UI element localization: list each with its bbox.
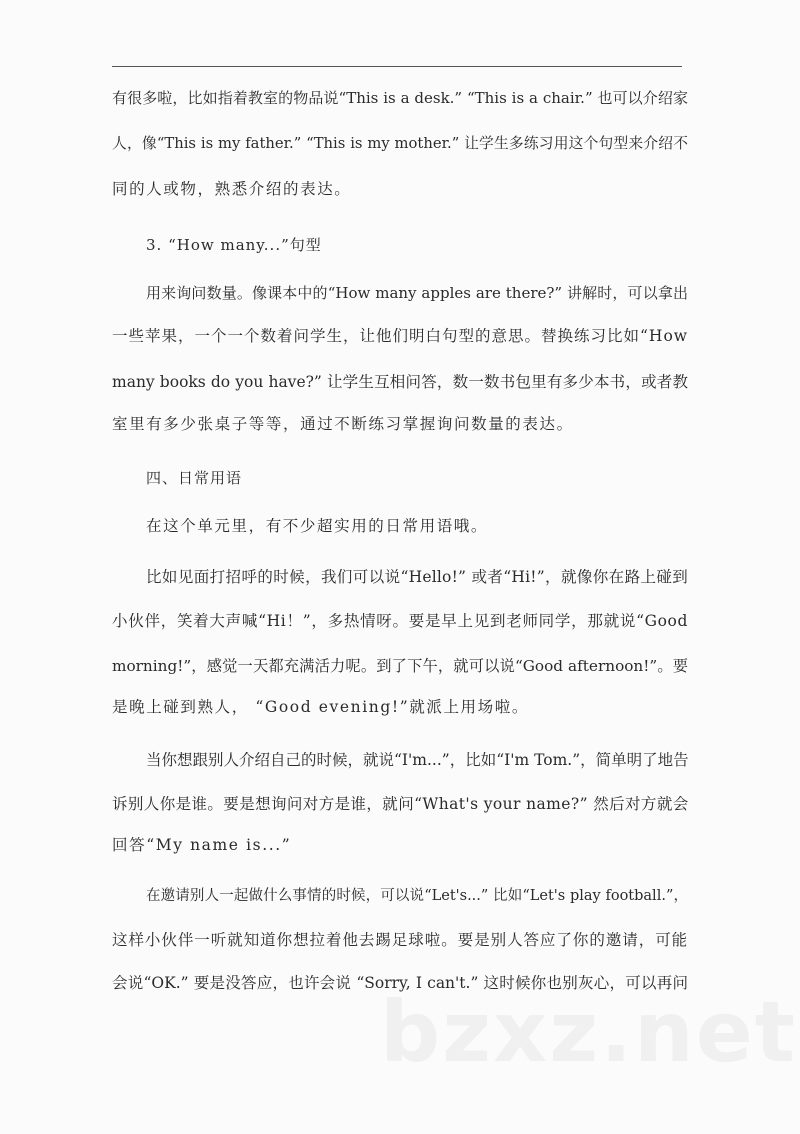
paragraph-line: 同的人或物，熟悉介绍的表达。 bbox=[112, 180, 352, 198]
paragraph-line: 用来询问数量。像课本中的“How many apples are there?” 讲解时，可以拿出 bbox=[146, 284, 688, 302]
paragraph-line: 是晚上碰到熟人， “Good evening!”就派上用场啦。 bbox=[112, 698, 529, 716]
paragraph-line: 在这个单元里，有不少超实用的日常用语哦。 bbox=[146, 517, 489, 535]
section-heading: 四、日常用语 bbox=[146, 469, 243, 487]
paragraph-line: 有很多啦，比如指着教室的物品说“This is a desk.” “This is a chair.” 也可以介绍家 bbox=[112, 89, 688, 107]
paragraph-line: 一些苹果，一个一个数着问学生，让他们明白句型的意思。替换练习比如“How bbox=[112, 327, 689, 345]
paragraph-line: 会说“OK.” 要是没答应，也许会说 “Sorry, I can't.” 这时候你也别灰心，可以再问 bbox=[112, 974, 688, 992]
watermark-text: bzxz.net bbox=[380, 983, 797, 1081]
paragraph-line: 比如见面打招呼的时候，我们可以说“Hello!” 或者“Hi!”，就像你在路上碰到 bbox=[146, 568, 688, 586]
paragraph-line: many books do you have?” 让学生互相问答，数一数书包里有多少本书，或者教 bbox=[112, 373, 688, 391]
paragraph-line: 当你想跟别人介绍自己的时候，就说“I'm...”，比如“I'm Tom.”，简单明了地告 bbox=[146, 751, 689, 769]
section-heading: 3. “How many...”句型 bbox=[146, 236, 322, 254]
paragraph-line: 回答“My name is...” bbox=[112, 836, 292, 854]
header-rule bbox=[112, 66, 682, 67]
paragraph-line: 人，像“This is my father.” “This is my mother.” 让学生多练习用这个句型来介绍不 bbox=[112, 135, 688, 152]
paragraph-line: 在邀请别人一起做什么事情的时候，可以说“Let's...” 比如“Let's play football.”， bbox=[146, 888, 688, 904]
paragraph-line: 小伙伴，笑着大声喊“Hi！”，多热情呀。要是早上见到老师同学，那就说“Good bbox=[112, 612, 688, 630]
paragraph-line: 诉别人你是谁。要是想询问对方是谁，就问“What's your name?” 然后对方就会 bbox=[112, 795, 689, 813]
paragraph-line: 室里有多少张桌子等等，通过不断练习掌握询问数量的表达。 bbox=[112, 415, 574, 433]
paragraph-line: 这样小伙伴一听就知道你想拉着他去踢足球啦。要是别人答应了你的邀请，可能 bbox=[112, 931, 688, 949]
paragraph-line: morning!”，感觉一天都充满活力呢。到了下午，就可以说“Good afternoon!”。要 bbox=[112, 657, 688, 675]
